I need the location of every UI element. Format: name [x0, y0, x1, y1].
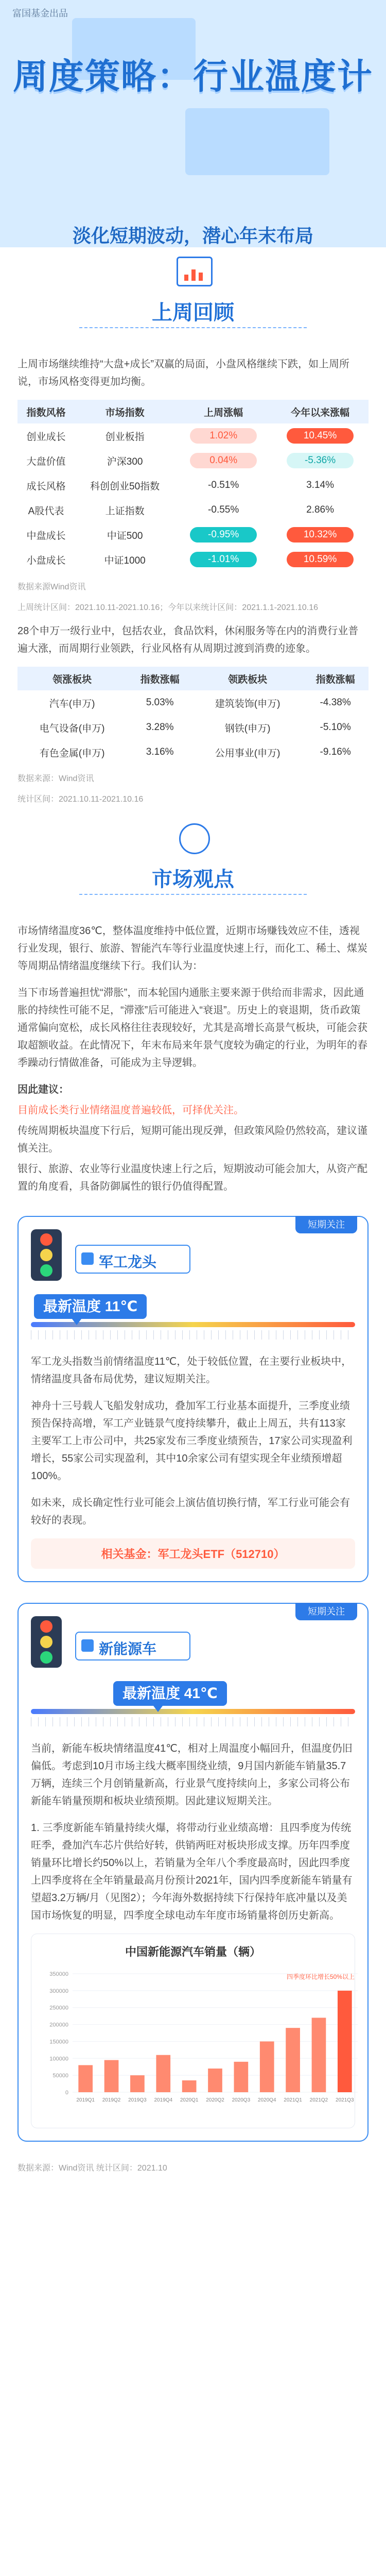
y-tick-label: 0: [65, 2090, 68, 2096]
scale-ticks: [31, 1717, 355, 1726]
table-cell: [175, 448, 272, 473]
table-header: 指数涨幅: [127, 667, 193, 690]
card-header: [31, 1616, 355, 1678]
industry-card: [17, 1603, 369, 2142]
table-cell: 钢铁(申万): [224, 723, 271, 734]
change-badge: 10.59%: [287, 552, 354, 567]
temperature-pointer: [72, 1319, 81, 1325]
table-cell: 创业成长: [26, 431, 66, 443]
change-badge: 1.02%: [190, 428, 257, 444]
table-cell: A股代表: [28, 505, 64, 517]
chart-bar: [182, 2080, 197, 2092]
card-paragraph: 神舟十三号载人飞船发射成功，叠加军工行业基本面提升，三季度业绩预告保持高增，军工产业链景气度持续攀升，截止上周五，共有113家主要军工上市公司中，共25家发布三季度业绩预告，17家公司实现盈利增长，55家公司实现盈利，其中10余家公司有望实现全年业绩预增超100%。: [31, 1400, 353, 1482]
table-header: 指数涨幅: [302, 667, 369, 690]
table-cell: -0.51%: [208, 480, 239, 490]
lamp-green: [40, 1264, 52, 1277]
section-title: 市场观点: [152, 868, 234, 891]
military-icon: [81, 1252, 94, 1265]
table-row: [17, 448, 369, 473]
y-tick-label: 250000: [49, 2005, 68, 2011]
card-paragraph: 军工龙头指数当前情绪温度11℃，处于较低位置，在主要行业板块中，情绪温度具备布局优势，建议短期关注。: [31, 1356, 352, 1385]
x-tick-label: 2020Q1: [180, 2097, 199, 2103]
table-row: [17, 690, 369, 715]
table-row: [17, 547, 369, 572]
chart-bar: [130, 2075, 145, 2092]
section-divider: [79, 894, 307, 895]
table-cell: 3.14%: [306, 480, 334, 490]
x-tick-label: 2020Q2: [206, 2097, 224, 2103]
industry-table: [17, 667, 369, 765]
temperature-scale: [31, 1291, 355, 1353]
traffic-light-icon: [31, 1229, 62, 1281]
chart-annotation: 四季度环比增长50%以上: [286, 1973, 355, 1980]
y-tick-label: 100000: [49, 2056, 68, 2062]
period-text: 上周统计区间：2021.10.11-2021.10.16；今年以来统计区间：2021.1.1-2021.10.16: [17, 603, 318, 612]
chart-bar: [286, 2028, 300, 2092]
table-cell: [272, 448, 369, 473]
industry-paragraph: 28个申万一级行业中，包括农业，食品饮料，休闲服务等在内的消费行业普遍大涨，而周期行业领跌，行业风格有从周期过渡到消费的迹象。: [17, 625, 359, 654]
chart-bar: [208, 2069, 222, 2092]
lamp-red: [40, 1233, 52, 1246]
chart-bar: [260, 2041, 274, 2092]
section-divider: [79, 327, 307, 328]
car-icon: [81, 1639, 94, 1652]
table-cell: -0.55%: [208, 504, 239, 515]
table-cell: 中证500: [107, 530, 143, 541]
advice-title: 因此建议：: [17, 1084, 69, 1095]
temperature-badge: 最新温度 11℃: [34, 1294, 147, 1319]
page-subtitle: 淡化短期波动，潜心年末布局: [72, 225, 313, 246]
table-row: [17, 498, 369, 522]
source-text: 数据来源Wind资讯: [17, 583, 86, 591]
table-cell: 上证指数: [105, 505, 145, 517]
change-badge: -5.36%: [287, 453, 354, 468]
hero-banner: [0, 0, 386, 247]
change-badge: -1.01%: [190, 552, 257, 567]
lamp-yellow: [40, 1249, 52, 1261]
x-tick-label: 2021Q3: [336, 2097, 354, 2103]
x-tick-label: 2019Q4: [154, 2097, 173, 2103]
change-badge: 10.32%: [287, 527, 354, 543]
advice-item: 目前成长类行业情绪温度普遍较低，可择优关注。: [17, 1105, 244, 1116]
table-cell: [272, 423, 369, 448]
y-tick-label: 150000: [49, 2039, 68, 2045]
table-cell: 沪深300: [107, 456, 143, 467]
brand-label: 富国基金出品: [12, 8, 68, 19]
chart-icon-bar: [184, 275, 188, 281]
change-badge: 10.45%: [287, 428, 354, 444]
table-cell: 5.03%: [146, 697, 174, 708]
related-fund: 相关基金：军工龙头ETF（512710）: [31, 1538, 355, 1569]
table-header: 领涨板块: [17, 667, 127, 690]
temperature-scale: [31, 1678, 355, 1740]
chart-bar: [312, 2018, 326, 2092]
table-row: [17, 715, 369, 740]
traffic-light-icon: [31, 1616, 62, 1668]
card-paragraph: 1. 三季度新能车销量持续火爆，将带动行业业绩高增：且四季度为传统旺季，叠加汽车芯片供给好转，供销两旺对板块形成支撑。历年四季度销量环比增长约50%以上，若销量为全年八个季度最高时，因此四季度上四季度将在全年销量最高月份预计2021年，国内四季度新能车销量有望超3.2万辆/月（见图2）；今年海外数据持续下行保持年底冲量以及美国市场恢复的明显，四季度全球电动车年度市场销量将创历史新高。: [31, 1822, 353, 1921]
advice-item: 银行、旅游、农业等行业温度快速上行之后，短期波动可能会加大，从资产配置的角度看，具备防御属性的银行仍值得配置。: [17, 1163, 367, 1192]
table-header: 市场指数: [75, 400, 175, 423]
x-tick-label: 2019Q2: [102, 2097, 121, 2103]
x-tick-label: 2021Q1: [284, 2097, 302, 2103]
card-name: 军工龙头: [99, 1254, 157, 1270]
table-cell: 汽车(申万): [49, 698, 95, 709]
table-row: [17, 423, 369, 448]
nev-sales-chart: [37, 1963, 366, 2118]
card-name-box: [75, 1632, 190, 1660]
lamp-red: [40, 1620, 52, 1633]
card-header: [31, 1229, 355, 1291]
table-cell: 科创创业50指数: [90, 481, 160, 492]
table-cell: 3.16%: [146, 747, 174, 757]
source-text: 数据来源：Wind资讯: [17, 774, 94, 783]
bulb-icon: [179, 823, 210, 854]
table-cell: 中盘成长: [26, 530, 66, 541]
advice-item: 传统周期板块温度下行后，短期可能出现反弹，但政策风险仍然较高，建议谨慎关注。: [17, 1125, 367, 1154]
table-cell: [272, 547, 369, 572]
market-view-paragraph: 当下市场普遍担忧“滞胀”，而本轮国内通胀主要来源于供给而非需求，因此通胀的持续性可能不足，“滞涨”后可能进入“衰退”。历史上的衰退期，货币政策通常偏向宽松，成长风格往往表现较好，尤其是高增长高景气板块，可能会获取超额收益。在此情况下，年末布局来年景气度较为确定的行业，为明年的春季躁动行情做准备，可能成为主导逻辑。: [17, 987, 367, 1069]
market-view-paragraph: 市场情绪温度36℃，整体温度维持中低位置，近期市场赚钱效应不佳，透视行业发现，银行、旅游、智能汽车等行业温度快速上行，而化工、稀土、煤炭等周期品情绪温度继续下行。我们认为：: [17, 925, 367, 972]
table-cell: 建筑装饰(申万): [215, 698, 280, 709]
table-header: 指数风格: [17, 400, 75, 423]
table-cell: -9.16%: [320, 747, 351, 757]
x-tick-label: 2020Q3: [232, 2097, 251, 2103]
table-cell: 小盘成长: [26, 555, 66, 566]
style-table: [17, 400, 369, 572]
period-text: 统计区间：2021.10.11-2021.10.16: [17, 795, 144, 804]
y-tick-label: 350000: [49, 1971, 68, 1977]
table-row: [17, 740, 369, 765]
change-badge: 0.04%: [190, 453, 257, 468]
y-tick-label: 300000: [49, 1988, 68, 1994]
lamp-yellow: [40, 1636, 52, 1648]
table-cell: [175, 423, 272, 448]
x-tick-label: 2020Q4: [257, 2097, 276, 2103]
chart-bar: [156, 2055, 170, 2092]
y-tick-label: 50000: [52, 2073, 68, 2079]
table-cell: [175, 547, 272, 572]
table-cell: 中证1000: [104, 555, 146, 566]
y-tick-label: 200000: [49, 2022, 68, 2028]
table-cell: 有色金属(申万): [39, 748, 105, 759]
table-header: 今年以来涨幅: [272, 400, 369, 423]
section-last-week: [17, 247, 369, 806]
table-cell: 3.28%: [146, 722, 174, 733]
card-tag: 短期关注: [295, 1603, 357, 1620]
card-name: 新能源车: [99, 1641, 157, 1657]
card-paragraph: 如未来，成长确定性行业可能会上演估值切换行情，军工行业可能会有较好的表现。: [31, 1497, 350, 1526]
table-cell: 2.86%: [306, 504, 334, 515]
table-cell: -4.38%: [320, 697, 351, 708]
x-tick-label: 2019Q3: [128, 2097, 147, 2103]
table-row: [17, 522, 369, 547]
chart-box: [31, 1934, 355, 2128]
chart-bar: [78, 2065, 93, 2092]
scale-ticks: [31, 1330, 355, 1340]
x-tick-label: 2021Q2: [309, 2097, 328, 2103]
card-paragraph: 当前，新能车板块情绪温度41℃，相对上周温度小幅回升，但温度仍旧偏低。考虑到10月市场主线大概率围绕业绩，9月国内新能车销量35.7万辆，连续三个月创销量新高，行业景气度持续向上，多家公司将公布新能车销量预期和板块业绩预期。因此建议短期关注。: [31, 1743, 353, 1807]
page-title: 周度策略：行业温度计: [12, 57, 373, 96]
industry-card: [17, 1216, 369, 1582]
table-cell: 电气设备(申万): [39, 723, 105, 734]
table-cell: 成长风格: [26, 481, 66, 492]
table-cell: [175, 522, 272, 547]
chart-icon: [177, 257, 213, 286]
chart-bar: [234, 2062, 249, 2092]
section-market-view: [17, 814, 369, 2175]
lamp-green: [40, 1651, 52, 1664]
chart-icon-bar: [199, 273, 203, 281]
chart-title: 中国新能源汽车销量（辆）: [125, 1945, 261, 1958]
change-badge: -0.95%: [190, 527, 257, 543]
temperature-badge: 最新温度 41℃: [113, 1681, 227, 1706]
chart-bar: [104, 2060, 119, 2092]
table-header-row: [17, 667, 369, 690]
card-tag: 短期关注: [295, 1216, 357, 1233]
x-tick-label: 2019Q1: [76, 2097, 95, 2103]
scale-track: [31, 1709, 355, 1714]
table-header: 上周涨幅: [175, 400, 272, 423]
footer-source: 数据来源：Wind资讯 统计区间：2021.10: [17, 2164, 167, 2173]
table-cell: -5.10%: [320, 722, 351, 733]
table-row: [17, 473, 369, 498]
table-cell: 大盘价值: [26, 456, 66, 467]
card-name-box: [75, 1245, 190, 1274]
table-cell: 公用事业(申万): [215, 748, 280, 759]
hero-deco-block: [185, 108, 329, 175]
table-cell: 创业板指: [105, 431, 145, 443]
last-week-intro: 上周市场继续维持“大盘+成长”双赢的局面，小盘风格继续下跌，如上周所说，市场风格变得更加均衡。: [17, 359, 349, 387]
section-head: [17, 814, 369, 922]
table-header: 领跌板块: [193, 667, 302, 690]
table-header-row: [17, 400, 369, 423]
temperature-pointer: [153, 1706, 163, 1712]
chart-bar: [338, 1991, 352, 2092]
section-head: [17, 247, 369, 355]
chart-icon-bar: [191, 269, 196, 281]
section-title: 上周回顾: [152, 301, 234, 324]
table-cell: [272, 522, 369, 547]
